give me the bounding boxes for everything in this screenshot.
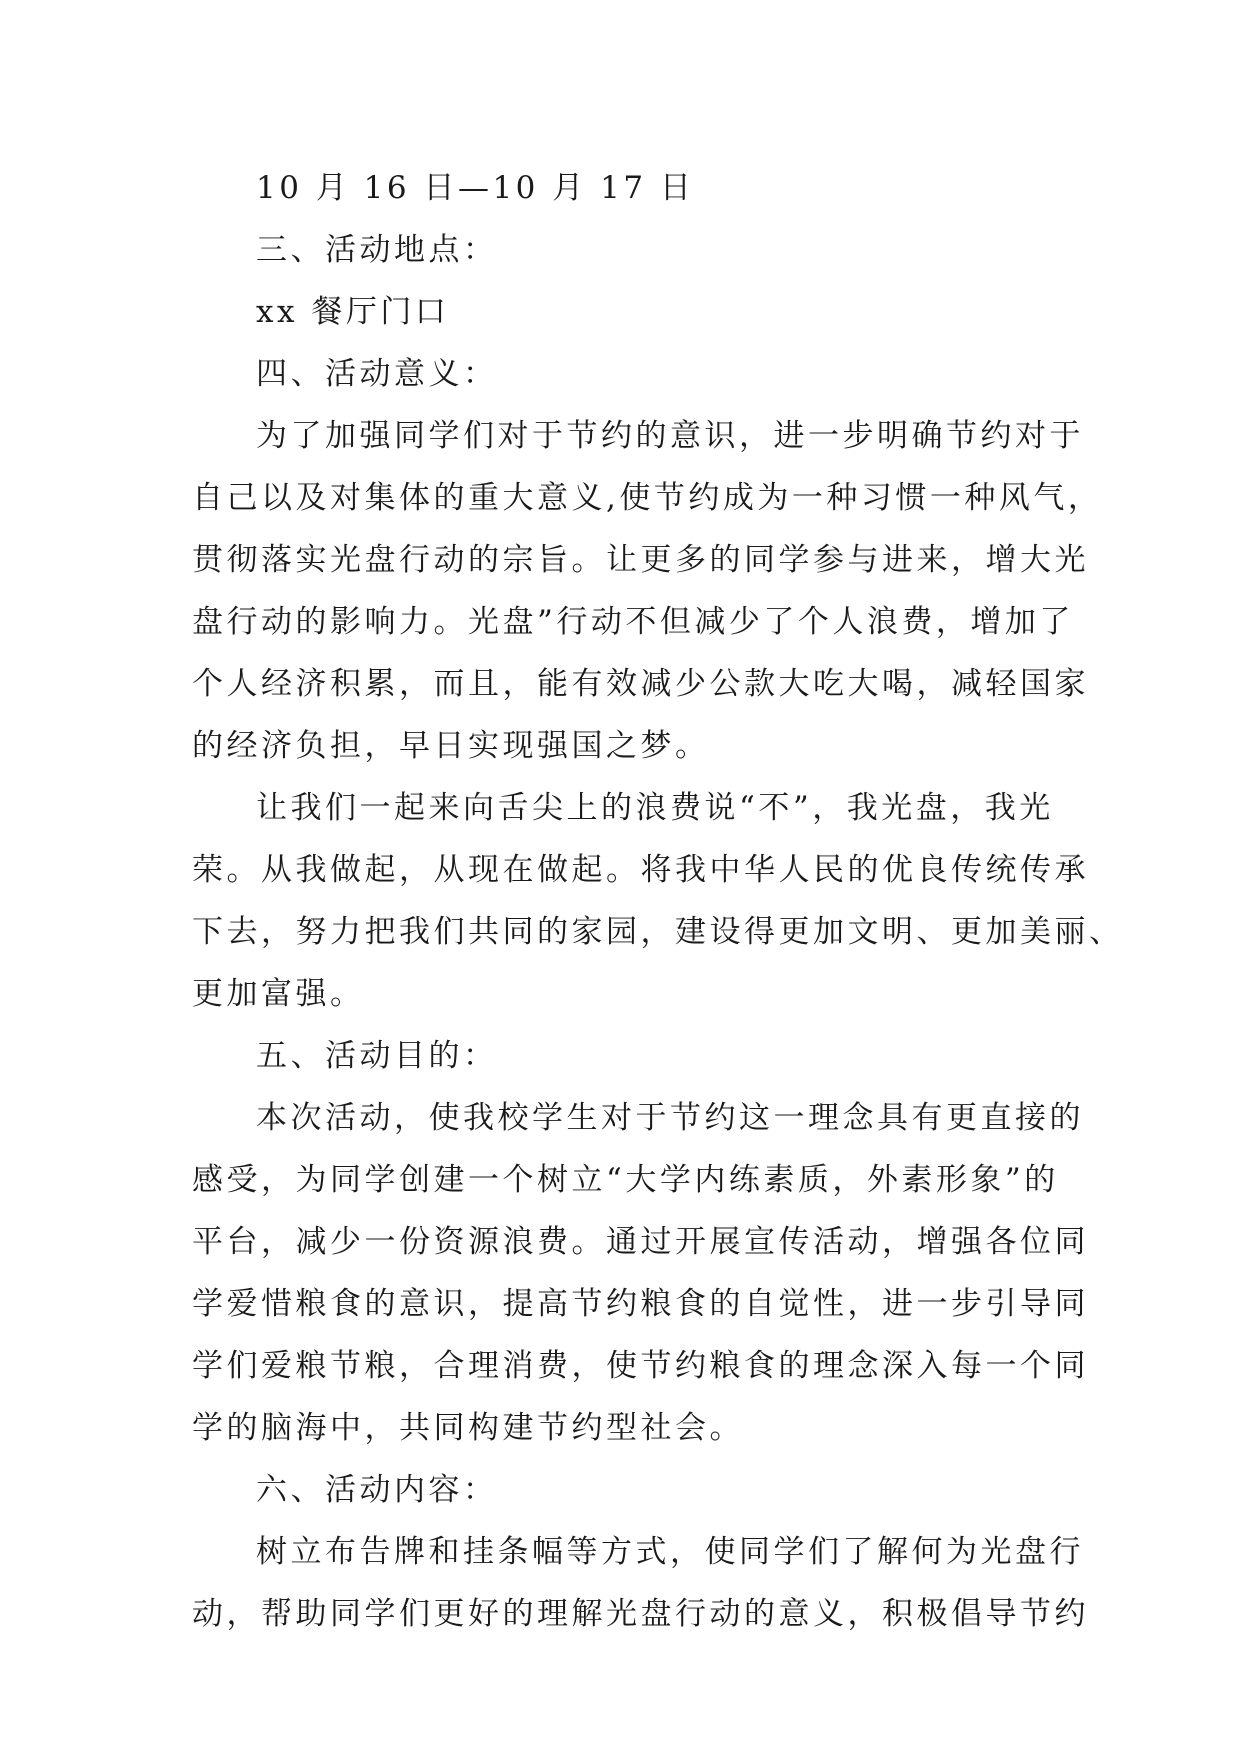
- paragraph-line: 让我们一起来向舌尖上的浪费说“不”，我光盘，我光: [256, 790, 1054, 826]
- document-body: [192, 157, 1124, 1645]
- section-heading-location: 三、活动地点：: [256, 232, 498, 268]
- section-heading-content: 六、活动内容：: [256, 1472, 498, 1508]
- paragraph-line: 本次活动，使我校学生对于节约这一理念具有更直接的: [256, 1100, 1084, 1136]
- paragraph-line: 学爱惜粮食的意识，提高节约粮食的自觉性，进一步引导同: [192, 1286, 1089, 1322]
- paragraph-line: 个人经济积累，而且，能有效减少公款大吃大喝，减轻国家: [192, 666, 1089, 702]
- paragraph-line: 荣。从我做起，从现在做起。将我中华人民的优良传统传承: [192, 852, 1089, 888]
- paragraph-line: 学们爱粮节粮，合理消费，使节约粮食的理念深入每一个同: [192, 1348, 1089, 1384]
- paragraph-line: 下去，努力把我们共同的家园，建设得更加文明、更加美丽、: [192, 914, 1124, 950]
- section-heading-significance: 四、活动意义：: [256, 356, 498, 392]
- section-heading-purpose: 五、活动目的：: [256, 1038, 498, 1074]
- paragraph-line: 动，帮助同学们更好的理解光盘行动的意义，积极倡导节约: [192, 1596, 1089, 1632]
- paragraph-line: 更加富强。: [192, 976, 365, 1012]
- paragraph-line: 为了加强同学们对于节约的意识，进一步明确节约对于: [256, 418, 1084, 454]
- paragraph-line: 感受，为同学创建一个树立“大学内练素质，外素形象”的: [192, 1162, 1059, 1198]
- location-line: xx 餐厅门口: [256, 294, 450, 330]
- paragraph-line: 盘行动的影响力。光盘”行动不但减少了个人浪费，增加了: [192, 604, 1074, 640]
- paragraph-line: 学的脑海中，共同构建节约型社会。: [192, 1410, 744, 1446]
- paragraph-line: 树立布告牌和挂条幅等方式，使同学们了解何为光盘行: [256, 1534, 1084, 1570]
- paragraph-line: 平台，减少一份资源浪费。通过开展宣传活动，增强各位同: [192, 1224, 1089, 1260]
- date-range-line: 10 月 16 日—10 月 17 日: [256, 170, 695, 206]
- paragraph-line: 贯彻落实光盘行动的宗旨。让更多的同学参与进来，增大光: [192, 542, 1089, 578]
- paragraph-line: 的经济负担，早日实现强国之梦。: [192, 728, 710, 764]
- paragraph-line: 自己以及对集体的重大意义,使节约成为一种习惯一种风气，: [192, 480, 1103, 516]
